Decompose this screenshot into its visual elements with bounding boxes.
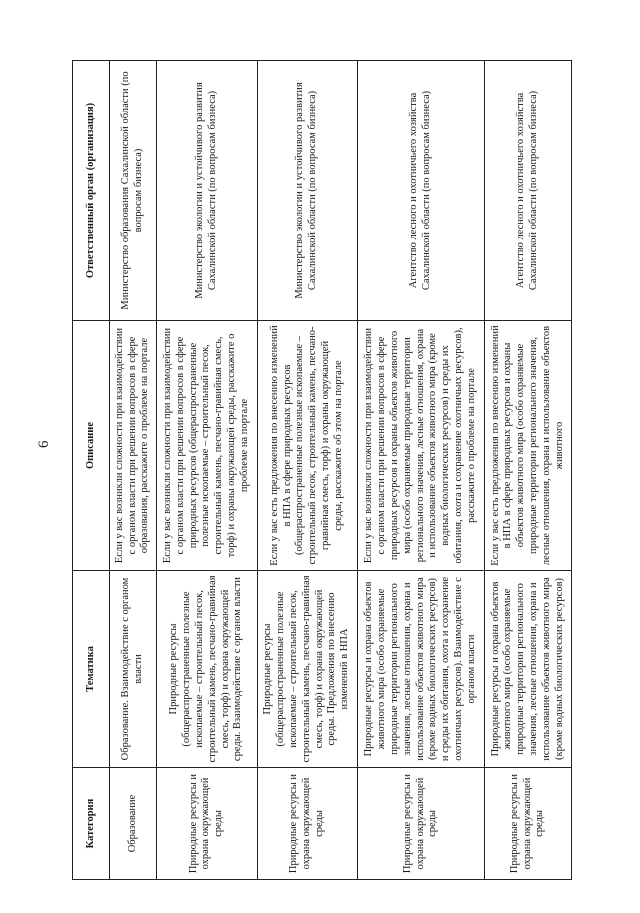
cell-category: Природные ресурсы и охрана окружающей среды: [257, 768, 357, 880]
table-row: [257, 61, 357, 880]
cell-description: Если у вас есть предложения по внесению изменений в НПА в сфере природных ресурсов (общераспространенные полезные ископаемые – строительный песок, строительный камень, песчано-гравийная смесь, торф) и охраны окружающей среды, расскажите об этом на портале: [257, 321, 357, 571]
table-row: [484, 61, 571, 880]
cell-topic: Природные ресурсы (общераспространенные полезные ископаемые – строительный песок, строительный камень, песчано-гравийная смесь, торф) и охрана окружающей среды. Предложения по внесению изменений в НПА: [257, 571, 357, 768]
cell-category: Образование: [110, 768, 157, 880]
cell-description: Если у вас возникли сложности при взаимодействии с органом власти при решении вопросов в сфере природных ресурсов и охраны объектов животного мира (особо охраняемые природные территории регионального значения, лесные отношения, охрана и использование объектов животного мира (кроме водных биологических ресурсов) и среды их обитания, охота и сохранение охотничьих ресурсов), расскажите о проблеме на портале: [357, 321, 484, 571]
cell-responsible: Министерство экологии и устойчивого развития Сахалинской области (по вопросам бизнеса): [157, 61, 257, 321]
cell-category: Природные ресурсы и охрана окружающей среды: [357, 768, 484, 880]
table-row: [110, 61, 157, 880]
cell-category: Природные ресурсы и охрана окружающей среды: [484, 768, 571, 880]
header-responsible: Ответственный орган (организация): [73, 61, 110, 321]
table-header-row: [73, 61, 110, 880]
header-category: Категория: [73, 768, 110, 880]
cell-responsible: Министерство экологии и устойчивого развития Сахалинской области (по вопросам бизнеса): [257, 61, 357, 321]
header-description: Описание: [73, 321, 110, 571]
page-number: 6: [36, 440, 52, 448]
rotated-table-container: [72, 61, 572, 880]
cell-description: Если у вас есть предложения по внесению изменений в НПА в сфере природных ресурсов и охраны объектов животного мира (особо охраняемые природные территории регионального значения, лесные отношения, охрана и использование объектов животного: [484, 321, 571, 571]
cell-responsible: Агентство лесного и охотничьего хозяйства Сахалинской области (по вопросам бизнеса): [484, 61, 571, 321]
table-row: [357, 61, 484, 880]
cell-topic: Образование. Взаимодействие с органом власти: [110, 571, 157, 768]
table-row: [157, 61, 257, 880]
cell-description: Если у вас возникли сложности при взаимодействии с органом власти при решении вопросов в сфере природных ресурсов (общераспространенные полезные ископаемые – строительный песок, строительный камень, песчано-гравийная смесь, торф) и охраны окружающей среды, расскажите о проблеме на портале: [157, 321, 257, 571]
cell-description: Если у вас возникли сложности при взаимодействии с органом власти при решении вопросов в сфере образования, расскажите о проблеме на портале: [110, 321, 157, 571]
cell-topic: Природные ресурсы и охрана объектов животного мира (особо охраняемые природные территории регионального значения, лесные отношения, охрана и использование объектов животного мира (кроме водных биологических ресурсов): [484, 571, 571, 768]
cell-responsible: Министерство образования Сахалинской области (по вопросам бизнеса): [110, 61, 157, 321]
categories-table: [72, 60, 572, 880]
cell-topic: Природные ресурсы и охрана объектов животного мира (особо охраняемые природные территории регионального значения, лесные отношения, охрана и использование объектов животного мира (кроме водных биологических ресурсов) и среды их обитания, охота и сохранение охотничьих ресурсов). Взаимодействие с органом власти: [357, 571, 484, 768]
cell-topic: Природные ресурсы (общераспространенные полезные ископаемые – строительный песок, строительный камень, песчано-гравийная смесь, торф) и охрана окружающей среды. Взаимодействие с органом власти: [157, 571, 257, 768]
cell-category: Природные ресурсы и охрана окружающей среды: [157, 768, 257, 880]
cell-responsible: Агентство лесного и охотничьего хозяйства Сахалинской области (по вопросам бизнеса): [357, 61, 484, 321]
header-topic: Тематика: [73, 571, 110, 768]
